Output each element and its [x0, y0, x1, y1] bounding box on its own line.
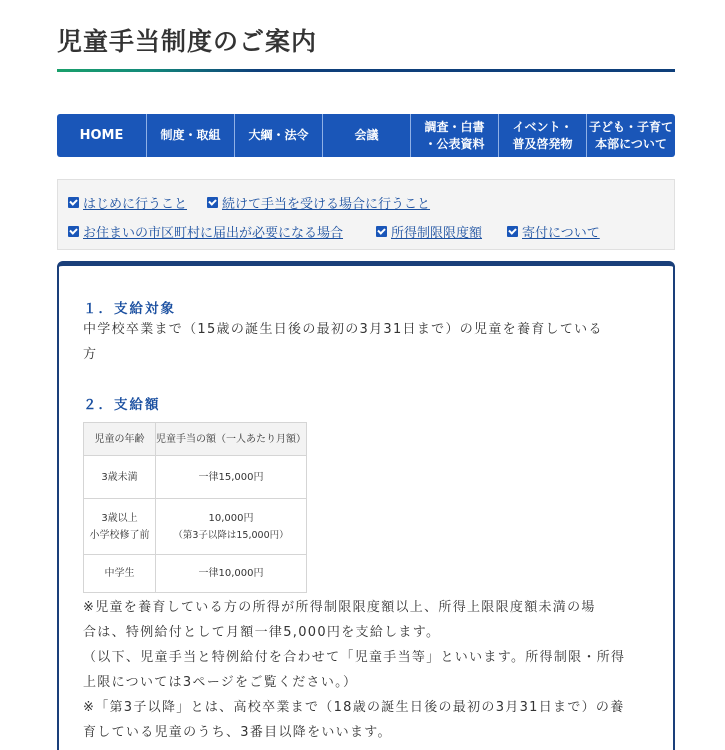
cell-line: 小学校修了前 — [89, 529, 150, 541]
column-header: 児童の年齢 — [84, 423, 156, 456]
sublink-continuing[interactable] — [207, 193, 430, 212]
text-line: 上限については3ページをご覧ください。） — [83, 675, 358, 690]
check-icon — [507, 226, 518, 237]
content-box — [57, 261, 675, 750]
section-heading-amount: ２．支給額 — [83, 397, 161, 413]
notes — [83, 595, 648, 745]
nav-label: HOME — [79, 128, 124, 143]
text-line: 育している児童のうち、3番目以降をいいます。 — [83, 725, 392, 740]
text-line: 中学校卒業まで（15歳の誕生日後の最初の3月31日まで）の児童を養育している — [83, 322, 603, 337]
table-row — [84, 499, 307, 555]
text-line: 合は、特例給付として月額一律5,000円を支給します。 — [83, 625, 441, 640]
text-line: （以下、児童手当と特例給付を合わせて「児童手当等」といいます。所得制限・所得 — [83, 650, 626, 665]
sublink-label: 寄付について — [522, 226, 600, 241]
cell-line: 10,000円 — [208, 512, 254, 524]
nav-label-line2: 普及啓発物 — [512, 136, 573, 151]
nav-laws[interactable] — [235, 114, 323, 157]
amount-cell — [156, 499, 307, 555]
cell-line: （第3子以降は15,000円） — [173, 529, 289, 541]
cell-line: 3歳以上 — [101, 512, 138, 524]
nav-label-line2: 本部について — [595, 136, 667, 151]
table-row — [84, 555, 307, 593]
sublink-income-limit[interactable] — [376, 222, 482, 241]
amount-cell: 一律15,000円 — [156, 456, 307, 499]
nav-home[interactable] — [57, 114, 147, 157]
sublink-label: はじめに行うこと — [83, 197, 188, 212]
text-line: ※「第3子以降」とは、高校卒業まで（18歳の誕生日後の最初の3月31日まで）の養 — [83, 700, 625, 715]
check-icon — [207, 197, 218, 208]
sublink-municipal-notice[interactable] — [68, 222, 343, 241]
sublink-label: 所得制限限度額 — [391, 226, 483, 241]
age-cell: 3歳未満 — [84, 456, 156, 499]
sublink-first-steps[interactable] — [68, 193, 187, 212]
table-header-row — [84, 423, 307, 456]
section-heading-target: １．支給対象 — [83, 301, 176, 317]
sublink-label: 続けて手当を受ける場合に行うこと — [222, 197, 431, 212]
page-title: 児童手当制度のご案内 — [57, 27, 318, 56]
nav-label-line1: 調査・白書 — [424, 119, 485, 134]
nav-policies[interactable] — [147, 114, 235, 157]
nav-meetings[interactable] — [323, 114, 411, 157]
amount-cell: 一律10,000円 — [156, 555, 307, 593]
nav-label-line2: ・公表資料 — [424, 136, 485, 151]
check-icon — [68, 197, 79, 208]
age-cell — [84, 499, 156, 555]
amount-table — [83, 422, 307, 593]
nav-label-line1: イベント・ — [512, 119, 573, 134]
nav-label: 会議 — [354, 128, 379, 142]
nav-events[interactable] — [499, 114, 587, 157]
table-row — [84, 456, 307, 499]
title-underline — [57, 69, 675, 72]
sub-nav — [57, 179, 675, 250]
check-icon — [68, 226, 79, 237]
age-cell: 中学生 — [84, 555, 156, 593]
nav-label: 大綱・法令 — [248, 128, 309, 142]
text-line: 方 — [83, 347, 98, 362]
nav-research[interactable] — [411, 114, 499, 157]
text-line: ※児童を養育している方の所得が所得制限限度額以上、所得上限限度額未満の場 — [83, 600, 596, 615]
column-header: 児童手当の額（一人あたり月額） — [156, 423, 307, 456]
sublink-label: お住まいの市区町村に届出が必要になる場合 — [83, 226, 344, 241]
nav-headquarters[interactable] — [587, 114, 675, 157]
sublink-donation[interactable] — [507, 222, 600, 241]
target-description — [83, 317, 648, 367]
check-icon — [376, 226, 387, 237]
nav-label: 制度・取組 — [160, 128, 221, 142]
global-nav — [57, 114, 675, 157]
nav-label-line1: 子ども・子育て — [588, 119, 673, 134]
